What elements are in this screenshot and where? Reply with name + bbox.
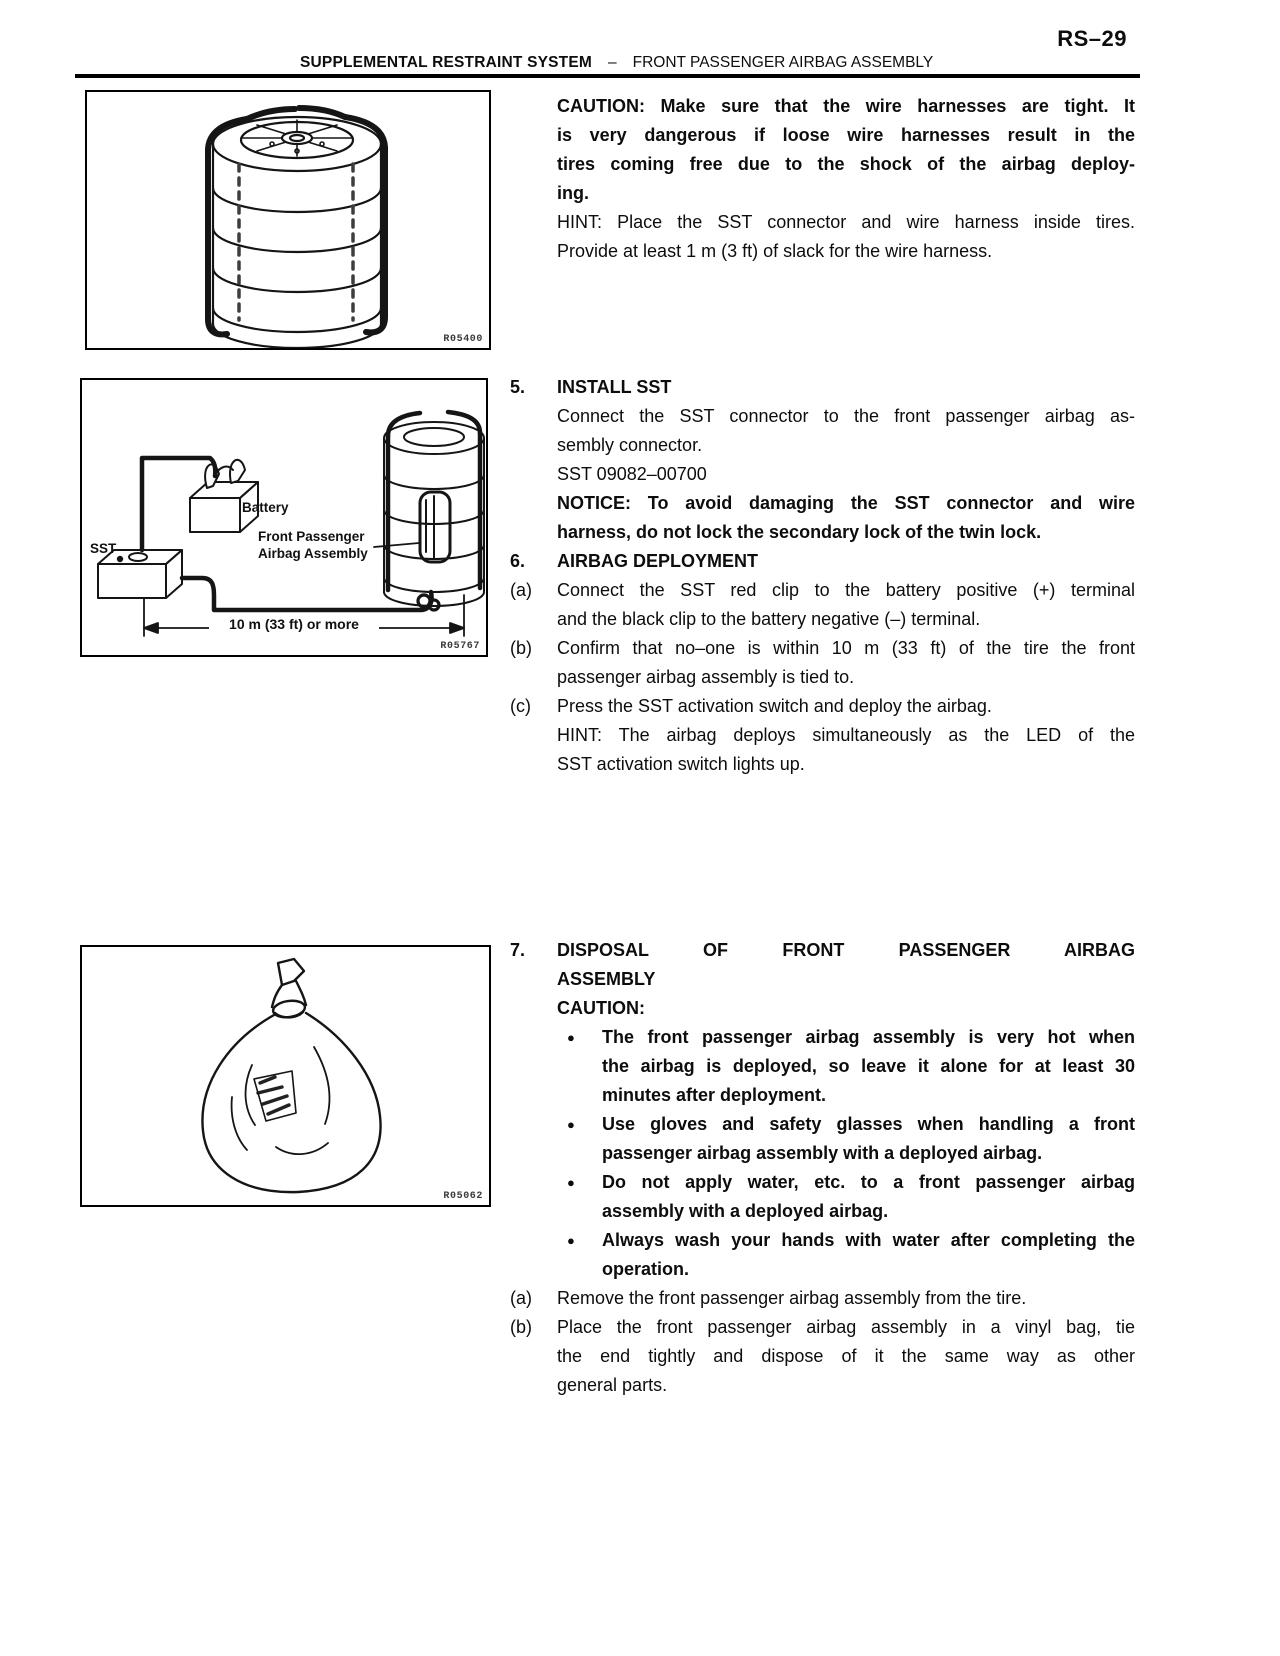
text-line: general parts. (557, 1375, 668, 1395)
text-line: operation. (602, 1259, 690, 1279)
figure-code: R05062 (443, 1191, 483, 1202)
item-marker: 6. (510, 551, 526, 571)
text-line: AIRBAG DEPLOYMENT (557, 551, 759, 571)
text-line: HINT: Place the SST connector and wire harness inside tires. (557, 212, 1135, 232)
text-line: the end tightly and dispose of it the same way as other (557, 1346, 1135, 1366)
paragraph (510, 994, 1135, 1023)
figure-sst-deployment-setup (80, 378, 488, 657)
text-line: assembly with a deployed airbag. (602, 1201, 889, 1221)
numbered-item (510, 547, 1135, 576)
text-line: harness, do not lock the secondary lock of the twin lock. (557, 522, 1042, 542)
steps-5-6 (510, 373, 1135, 779)
header-section-title: SUPPLEMENTAL RESTRAINT SYSTEM (300, 54, 592, 71)
item-marker: (b) (510, 638, 532, 658)
text-line: Use gloves and safety glasses when handling a front (602, 1114, 1135, 1134)
text-line: Confirm that no–one is within 10 m (33 ft) of the tire the front (557, 638, 1135, 658)
numbered-item (510, 576, 1135, 634)
label-sst: SST (90, 541, 117, 556)
text-line: Connect the SST connector to the front passenger airbag as- (557, 406, 1135, 426)
bullet-icon: ● (567, 1175, 575, 1190)
text-line: the airbag is deployed, so leave it alone for at least 30 (602, 1056, 1135, 1076)
header-rule (75, 74, 1140, 78)
header-separator: – (608, 54, 617, 71)
label-airbag-line1: Front Passenger (258, 529, 365, 544)
tied-tires-illustration (87, 92, 489, 348)
label-battery: Battery (242, 500, 289, 515)
text-line: minutes after deployment. (602, 1085, 827, 1105)
numbered-item (510, 1284, 1135, 1313)
caution-wire-harness (510, 92, 1135, 266)
paragraph (510, 208, 1135, 266)
numbered-item (510, 373, 1135, 402)
numbered-item (510, 692, 1135, 721)
text-line: Press the SST activation switch and deploy the airbag. (557, 696, 992, 716)
text-line: SST activation switch lights up. (557, 754, 805, 774)
step-7-disposal (510, 936, 1135, 1400)
item-marker: (a) (510, 1288, 532, 1308)
text-line: CAUTION: Make sure that the wire harnesses are tight. It (557, 96, 1135, 116)
bullet-item (510, 1226, 1135, 1284)
text-line: Place the front passenger airbag assembly in a vinyl bag, tie (557, 1317, 1135, 1337)
paragraph (510, 92, 1135, 208)
bullet-icon: ● (567, 1233, 575, 1248)
header-subsection-title: FRONT PASSENGER AIRBAG ASSEMBLY (632, 54, 934, 71)
item-marker: (c) (510, 696, 531, 716)
paragraph (510, 460, 1135, 489)
label-distance: 10 m (33 ft) or more (209, 616, 379, 633)
text-line: Do not apply water, etc. to a front passenger airbag (602, 1172, 1135, 1192)
figure-tied-tires (85, 90, 491, 350)
bullet-item (510, 1168, 1135, 1226)
text-line: Connect the SST red clip to the battery positive (+) terminal (557, 580, 1135, 600)
text-line: Always wash your hands with water after completing the (602, 1230, 1135, 1250)
text-line: ASSEMBLY (557, 969, 656, 989)
figure-code: R05400 (443, 334, 483, 345)
page-number: RS–29 (1057, 26, 1127, 51)
numbered-item (510, 1313, 1135, 1400)
text-line: and the black clip to the battery negative (–) terminal. (557, 609, 981, 629)
bullet-item (510, 1023, 1135, 1110)
paragraph (510, 489, 1135, 547)
item-marker: (b) (510, 1317, 532, 1337)
text-line: Remove the front passenger airbag assembly from the tire. (557, 1288, 1027, 1308)
sst-deployment-illustration (82, 380, 486, 655)
vinyl-bag-illustration (82, 947, 489, 1205)
text-line: Provide at least 1 m (3 ft) of slack for the wire harness. (557, 241, 993, 261)
text-line: SST 09082–00700 (557, 464, 707, 484)
text-line: INSTALL SST (557, 377, 672, 397)
bullet-icon: ● (567, 1030, 575, 1045)
text-line: is very dangerous if loose wire harnesses result in the (557, 125, 1135, 145)
text-line: ing. (557, 183, 589, 203)
bullet-item (510, 1110, 1135, 1168)
label-airbag-line2: Airbag Assembly (258, 546, 368, 561)
bullet-icon: ● (567, 1117, 575, 1132)
text-line: CAUTION: (557, 998, 645, 1018)
item-marker: 5. (510, 377, 526, 397)
item-marker: 7. (510, 940, 526, 960)
text-line: sembly connector. (557, 435, 703, 455)
figure-vinyl-bag (80, 945, 491, 1207)
item-marker: (a) (510, 580, 532, 600)
paragraph (510, 721, 1135, 779)
numbered-item (510, 634, 1135, 692)
paragraph (510, 402, 1135, 460)
numbered-item (510, 936, 1135, 994)
text-line: passenger airbag assembly with a deployed airbag. (602, 1143, 1043, 1163)
text-line: passenger airbag assembly is tied to. (557, 667, 855, 687)
label-airbag-assembly (258, 528, 368, 562)
text-line: tires coming free due to the shock of the airbag deploy- (557, 154, 1135, 174)
figure-code: R05767 (440, 641, 480, 652)
text-line: DISPOSAL OF FRONT PASSENGER AIRBAG (557, 940, 1135, 960)
text-line: NOTICE: To avoid damaging the SST connector and wire (557, 493, 1135, 513)
page-header (300, 54, 933, 72)
text-line: The front passenger airbag assembly is very hot when (602, 1027, 1135, 1047)
text-line: HINT: The airbag deploys simultaneously as the LED of the (557, 725, 1135, 745)
